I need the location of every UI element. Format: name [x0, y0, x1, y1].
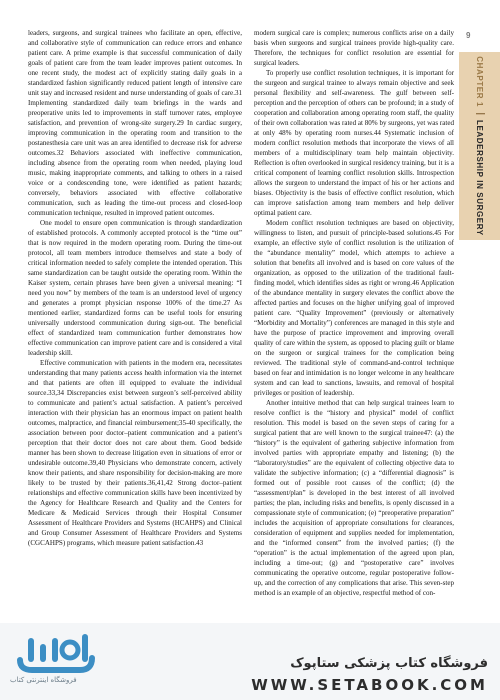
logo-tagline: فروشگاه اینترنتی کتاب [10, 676, 77, 684]
paragraph: Another intuitive method that can help surgical trainees learn to resolve conflict is the “history and physical” model of conflict resolution. This model is based on the seven steps of caring for a surgical patient that are well known to the surgical trainee47: (a) the “history” is the equivalent of gathering subjective information from involved parties with appropriate empathy and listening; (b) the “laboratory/studies” are the equivalent of collecting objective data to validate the subjective information; (c) a “differential diagnosis” is formed out of possible root causes of the conflict; (d) the “assessment/plan” is developed in the best interest of all involved parties; the plan, including risks and benefits, is openly discussed in a compassionate style of communication; (e) “preoperative preparation” includes the acquisition of appropriate consultations for clearances, consideration of equipment and supplies needed for implementation, and the “informed consent” from the involved parties; (f) the “operation” is the actual implementation of the agreed upon plan, including a time-out; (g) and “postoperative care” involves communicating the operative outcome, regular postoperative follow-up, and the correction of any complications that arise. This seven-step method is an example of an objective, respectful method of con- [254, 399, 454, 597]
right-text-column [254, 28, 454, 598]
paragraph: leaders, surgeons, and surgical trainees who facilitate an open, effective, and collaborative style of communication can reduce errors and enhance patient care. A prime example is that successful communication of daily goals of patient care from the team leader improves patient outcomes. In one recent study, the modest act of explicitly stating daily goals in a standardized fashion significantly reduced patient length of intensive care unit stay and increased resident and nurse understanding of goals of care.31 Implementing standardized daily team briefings in the wards and preoperative units led to improvements in staff turnover rates, employee satisfaction, and prevention of wrong-site surgery.29 In cardiac surgery, improving communication in the operating room and transition to the postanesthesia care unit was an area identified to decrease risk for adverse outcomes.32 Behaviors associated with ineffective communication, including absence from the operating room when needed, playing loud music, making inappropriate comments, and talking to others in a raised voice or a condescending tone, were identified as patient hazards; conversely, behaviors associated with effective collaborative communication, such as leading the time-out process and closed-loop communication technique, resulted in improved patient outcomes. [28, 29, 242, 217]
setabook-logo [6, 630, 94, 694]
paragraph: One model to ensure open communication is through standardization of established protocols. A commonly accepted protocol is the “time out” that is now required in the modern operating room. During the time-out protocol, all team members introduce themselves and state a body of critical information needed to safely complete the intended operation. This same standardization can be taught outside the operating room. Within the Kaiser system, certain phrases have been given a universal meaning: “I need you now” by members of the team is an understood level of urgency and generates a prompt physician response 100% of the time.27 As mentioned earlier, standardized forms can be useful tools for ensuring universally understood communication during sign-out. The beneficial effect of standardized team communication further demonstrates how effective communication can improve patient care and is considered a vital leadership skill. [28, 219, 242, 357]
chapter-title: LEADERSHIP IN SURGERY [474, 120, 484, 236]
logo-wordmark [14, 630, 98, 682]
logo-mark-icon [14, 630, 98, 674]
page-number: 9 [466, 31, 471, 40]
chapter-tab-text [475, 56, 485, 235]
shop-title: فروشگاه کتاب پزشکی ستاپوک [290, 656, 488, 671]
left-text-column [28, 28, 242, 548]
paragraph: Modern conflict resolution techniques are based on objectivity, willingness to listen, and pursuit of principle-based solutions.45 For example, an effective style of conflict resolution is the utilization of the “abundance mentality” model, which attempts to achieve a solution that benefits all involved and is based on core values of the organization, as opposed to the utilization of the traditional fault-finding model, which identifies sides as right or wrong.46 Application of the abundance mentality in surgery elevates the conflict above the affected parties and focuses on the higher unifying goal of improved patient care. “Quality Improvement” (previously or alternatively “Morbidity and Mortality”) conferences are managed in this style and have the purpose of practice improvement and improving overall quality of care within the system, as opposed to placing guilt or blame on the surgeon or surgical trainees for the complication being reviewed. The traditional style of command-and-control technique based on fear and intimidation is no longer welcome in any healthcare system and can lead to sanctions, lawsuits, and removal of hospital privileges or position of leadership. [254, 219, 454, 397]
tab-separator [476, 113, 485, 114]
paragraph: To properly use conflict resolution techniques, it is important for the surgeon and surgical trainee to always remain objective and seek personal flexibility and self-awareness. The gulf between self-perception and the perception of others can be profound; in a study of cooperation and collaboration among operating room staff, the quality of their own collaboration was rated at 80% by surgeons, yet was rated at only 48% by operating room nurses.44 Systematic inclusion of modern conflict resolution methods that incorporate the views of all members of a multidisciplinary team help maintain objectivity. Reflection is often overlooked in surgical residency training, but it is a critical component of learning conflict resolution skills. Introspection allows the surgeon to understand the impact of his or her actions and biases. Objectivity is the basis of effective conflict resolution, which can improve satisfaction among team members and help deliver optimal patient care. [254, 69, 454, 217]
shop-url: WWW.SETABOOK.COM [251, 676, 488, 694]
chapter-side-tab [459, 52, 500, 240]
chapter-label: CHAPTER 1 [474, 56, 484, 108]
paragraph: Effective communication with patients in the modern era, necessitates understanding that many patients access health information via the internet and that patients are often ill equipped to evaluate the individual source.33,34 Discrepancies exist between surgeon’s self-perceived ability to communicate and patient’s actual satisfaction. A patient’s perceived interaction with their physician has an enormous impact on patient health outcomes, malpractice, and financial reimbursement;35-40 specifically, the association between poor doctor–patient communication and a patient’s perception that their doctor does not care about them. Good bedside manner has been shown to decrease litigation even in situations of error or undesirable outcome.39,40 Physicians who demonstrate concern, actively know their patients, and share responsibility for decision-making are more likely to be trusted by their patients.36,41,42 Strong doctor–patient relationships and effective communication skills have been incentivized by the Agency for Healthcare Research and Quality and the Centers for Medicare & Medicaid Services through their Hospital Consumer Assessment of Healthcare Providers and Systems (HCAHPS) and Clinical and Group Consumer Assessment of Healthcare Providers and Systems (CGCAHPS) programs, which measure patient satisfaction.43 [28, 359, 242, 547]
paragraph: modern surgical care is complex; numerous conflicts arise on a daily basis when surgeons and surgical trainees provide high-quality care. Therefore, the techniques for conflict resolution are essential for surgical leaders. [254, 29, 454, 67]
